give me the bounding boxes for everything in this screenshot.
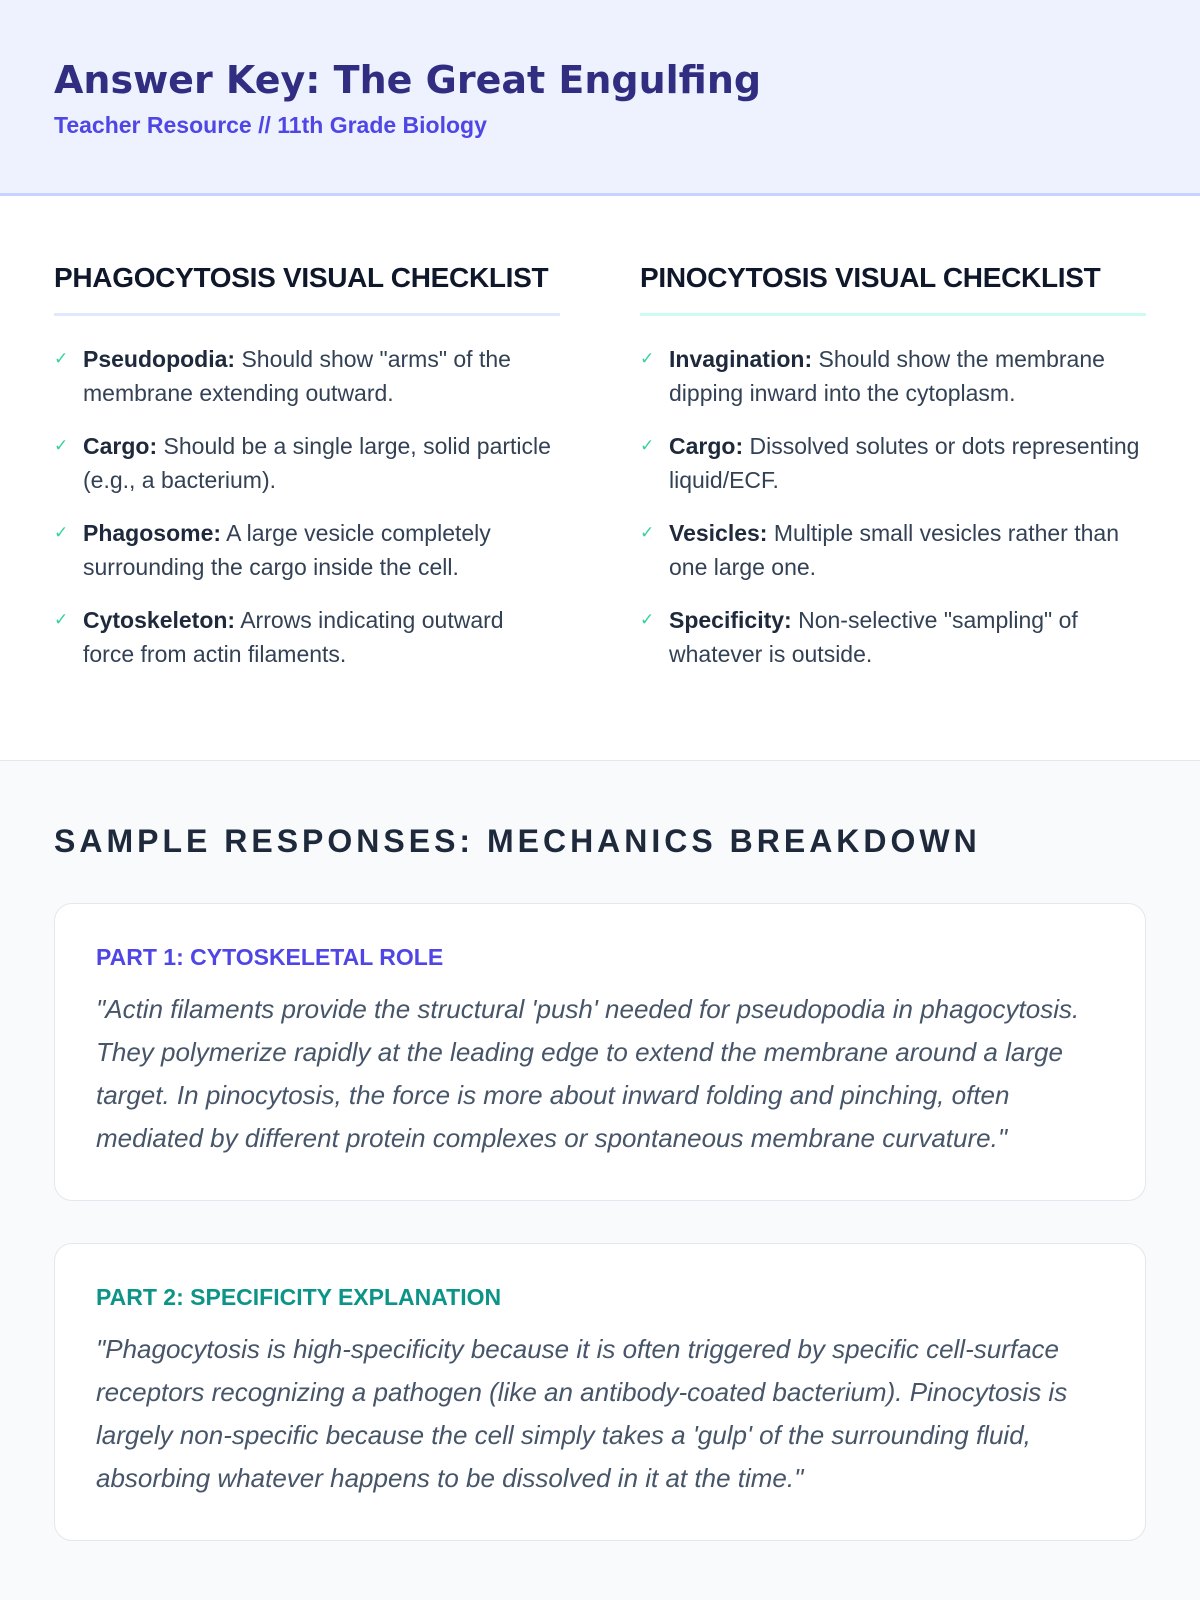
checkmark-icon: ✓ bbox=[640, 523, 655, 542]
check-item bbox=[640, 516, 1146, 584]
response-card-label: PART 2: SPECIFICITY EXPLANATION bbox=[96, 1284, 502, 1310]
check-item-term: Cargo: bbox=[83, 433, 158, 459]
response-card-part-1 bbox=[54, 903, 1146, 1201]
check-item bbox=[54, 429, 560, 497]
response-card-text: "Actin filaments provide the structural 'push' needed for pseudopodia in phagocytosis. They polymerize rapidly at the leading edge to extend the membrane around a large target. In pinocytosis, the force is more about inward folding and pinching, often mediated by different protein complexes or spontaneous membrane curvature." bbox=[96, 994, 1080, 1153]
check-item bbox=[640, 342, 1146, 410]
page-header bbox=[0, 0, 1200, 196]
check-item-term: Pseudopodia: bbox=[83, 346, 236, 372]
response-card-text: "Phagocytosis is high-specificity because it is often triggered by specific cell-surface receptors recognizing a pathogen (like an antibody-coated bacterium). Pinocytosis is largely non-specific because the cell simply takes a 'gulp' of the surrounding fluid, absorbing whatever happens to be dissolved in it at the time." bbox=[96, 1334, 1068, 1493]
checkmark-icon: ✓ bbox=[54, 610, 69, 629]
pinocytosis-checklist bbox=[640, 254, 1146, 760]
check-item-term: Cargo: bbox=[669, 433, 744, 459]
check-item-text: Non-selective "sampling" of whatever is outside. bbox=[669, 607, 1078, 667]
check-item bbox=[54, 342, 560, 410]
check-item-text: Should be a single large, solid particle (e.g., a bacterium). bbox=[83, 433, 551, 493]
checkmark-icon: ✓ bbox=[54, 436, 69, 455]
check-item-text: Arrows indicating outward force from actin filaments. bbox=[83, 607, 504, 667]
phagocytosis-check-list bbox=[54, 342, 560, 671]
check-item bbox=[54, 603, 560, 671]
check-item bbox=[640, 429, 1146, 497]
response-card-label: PART 1: CYTOSKELETAL ROLE bbox=[96, 944, 444, 970]
check-item-term: Specificity: bbox=[669, 607, 792, 633]
checkmark-icon: ✓ bbox=[54, 523, 69, 542]
pinocytosis-checklist-title: PINOCYTOSIS VISUAL CHECKLIST bbox=[640, 254, 1146, 316]
phagocytosis-checklist bbox=[54, 254, 560, 760]
response-card-part-2 bbox=[54, 1243, 1146, 1541]
check-item bbox=[640, 603, 1146, 671]
check-item-text: Should show "arms" of the membrane extending outward. bbox=[83, 346, 511, 406]
checkmark-icon: ✓ bbox=[640, 610, 655, 629]
check-item-text: Dissolved solutes or dots representing liquid/ECF. bbox=[669, 433, 1140, 493]
check-item-text: Should show the membrane dipping inward into the cytoplasm. bbox=[669, 346, 1105, 406]
checkmark-icon: ✓ bbox=[640, 436, 655, 455]
visual-checklists bbox=[0, 196, 1200, 761]
page-subtitle: Teacher Resource // 11th Grade Biology bbox=[54, 112, 487, 138]
check-item-text: A large vesicle completely surrounding the cargo inside the cell. bbox=[83, 520, 491, 580]
sample-responses-title: SAMPLE RESPONSES: MECHANICS BREAKDOWN bbox=[54, 823, 981, 859]
checkmark-icon: ✓ bbox=[54, 349, 69, 368]
checkmark-icon: ✓ bbox=[640, 349, 655, 368]
page-title: Answer Key: The Great Engulfing bbox=[54, 58, 762, 102]
check-item-text: Multiple small vesicles rather than one large one. bbox=[669, 520, 1119, 580]
sample-responses-section bbox=[0, 761, 1200, 1600]
check-item bbox=[54, 516, 560, 584]
phagocytosis-checklist-title: PHAGOCYTOSIS VISUAL CHECKLIST bbox=[54, 254, 560, 316]
check-item-term: Invagination: bbox=[669, 346, 813, 372]
pinocytosis-check-list bbox=[640, 342, 1146, 671]
check-item-term: Phagosome: bbox=[83, 520, 222, 546]
check-item-term: Cytoskeleton: bbox=[83, 607, 236, 633]
check-item-term: Vesicles: bbox=[669, 520, 768, 546]
